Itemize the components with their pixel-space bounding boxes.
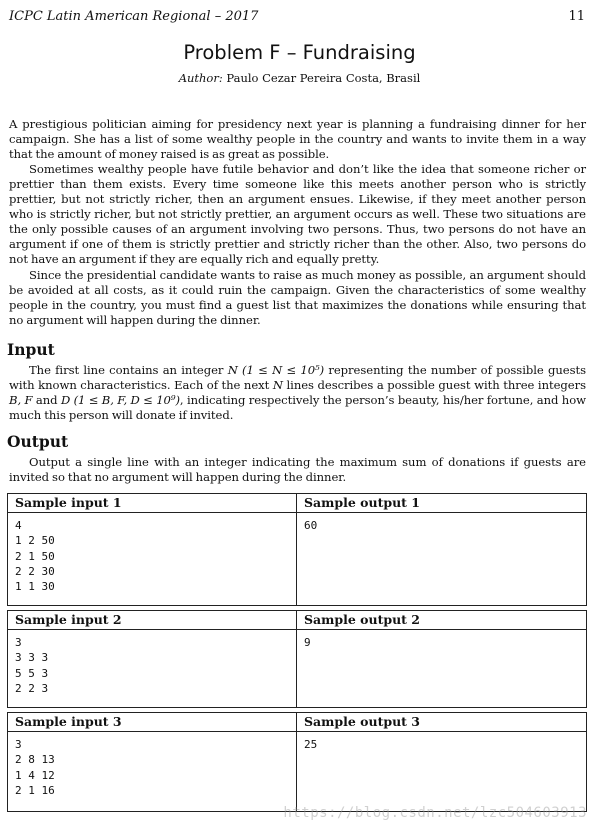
divider xyxy=(297,629,586,630)
author-line xyxy=(0,71,599,85)
sample-output-text: 25 xyxy=(304,738,318,751)
input-text-4: and xyxy=(32,393,61,407)
input-math-4: D (1 ≤ B, F, D ≤ 10⁹) xyxy=(60,393,180,407)
author-name: Paulo Cezar Pereira Costa, Brasil xyxy=(226,71,421,85)
sample-input-label: Sample input 3 xyxy=(15,714,122,729)
output-heading: Output xyxy=(7,432,69,451)
divider xyxy=(297,731,586,732)
sample-output-cell xyxy=(297,494,586,605)
sample-input-label: Sample input 1 xyxy=(15,495,122,510)
input-math-1: N (1 ≤ N ≤ 10⁵) xyxy=(227,363,325,377)
sample-input-cell xyxy=(8,494,297,605)
running-title: ICPC Latin American Regional – 2017 xyxy=(9,9,259,24)
sample-output-text: 9 xyxy=(304,636,311,649)
divider xyxy=(8,731,296,732)
statement-paragraph-2: Sometimes wealthy people have futile behavior and don’t like the idea that someone richer or prettier than them exists. Every time someone like this meets another person who is strictly prettier, but not strictly richer, then an argument ensues. Likewise, if they meet another person who is strictly richer, but not strictly prettier, an argument occurs as well. These two situations are the only possible causes of an argument involving two persons. Thus, two persons do not have an argument if one of them is strictly prettier and strictly richer than the other. Also, two persons do not have an argument if they are equally rich and equally pretty. xyxy=(9,162,586,266)
statement-paragraph-1: A prestigious politician aiming for presidency next year is planning a fundraising dinner for her campaign. She has a list of some wealthy people in the country and wants to invite them in a way that the amount of money raised is as great as possible. xyxy=(9,117,586,161)
sample-output-label: Sample output 2 xyxy=(304,612,420,627)
sample-output-text: 60 xyxy=(304,519,318,532)
sample-input-label: Sample input 2 xyxy=(15,612,122,627)
problem-title: Problem F – Fundraising xyxy=(183,41,416,64)
statement-paragraph-3: Since the presidential candidate wants to raise as much money as possible, an argument should be avoided at all costs, as it could ruin the campaign. Given the characteristics of some wealthy people in the country, you must find a guest list that maximizes the donations while ensuring that no argument will happen during the dinner. xyxy=(9,268,586,327)
input-heading: Input xyxy=(7,340,55,359)
divider xyxy=(297,512,586,513)
input-math-2: N xyxy=(272,378,283,392)
sample-input-cell xyxy=(8,713,297,811)
page-header xyxy=(9,9,585,27)
sample-box-2 xyxy=(7,610,587,708)
input-math-3: B, F xyxy=(9,393,33,407)
output-description: Output a single line with an integer indicating the maximum sum of donations if guests are invited so that no argument will happen during the dinner. xyxy=(9,455,586,484)
sample-box-1 xyxy=(7,493,587,606)
input-description xyxy=(9,363,586,423)
input-text-3: lines describes a possible guest with three integers xyxy=(282,378,586,392)
input-text-1: The first line contains an integer xyxy=(29,363,228,377)
author-label: Author: xyxy=(178,71,223,85)
divider xyxy=(8,629,296,630)
sample-output-cell xyxy=(297,611,586,707)
sample-output-cell xyxy=(297,713,586,811)
input-text-2: representing the number of possible guests with known characteristics. Each of the next xyxy=(9,363,586,392)
watermark: https://blog.csdn.net/lzc504603913 xyxy=(283,805,587,821)
sample-input-text: 4 1 2 50 2 1 50 2 2 30 1 1 30 xyxy=(15,519,55,594)
sample-output-label: Sample output 1 xyxy=(304,495,420,510)
sample-box-3 xyxy=(7,712,587,812)
page-number: 11 xyxy=(568,9,585,24)
sample-input-text: 3 3 3 3 5 5 3 2 2 3 xyxy=(15,636,49,695)
divider xyxy=(8,512,296,513)
sample-input-cell xyxy=(8,611,297,707)
input-text-5: , indicating respectively the person’s beauty, his/her fortune, and how much this person will donate if invited. xyxy=(9,393,586,422)
sample-input-text: 3 2 8 13 1 4 12 2 1 16 xyxy=(15,738,55,797)
sample-output-label: Sample output 3 xyxy=(304,714,420,729)
